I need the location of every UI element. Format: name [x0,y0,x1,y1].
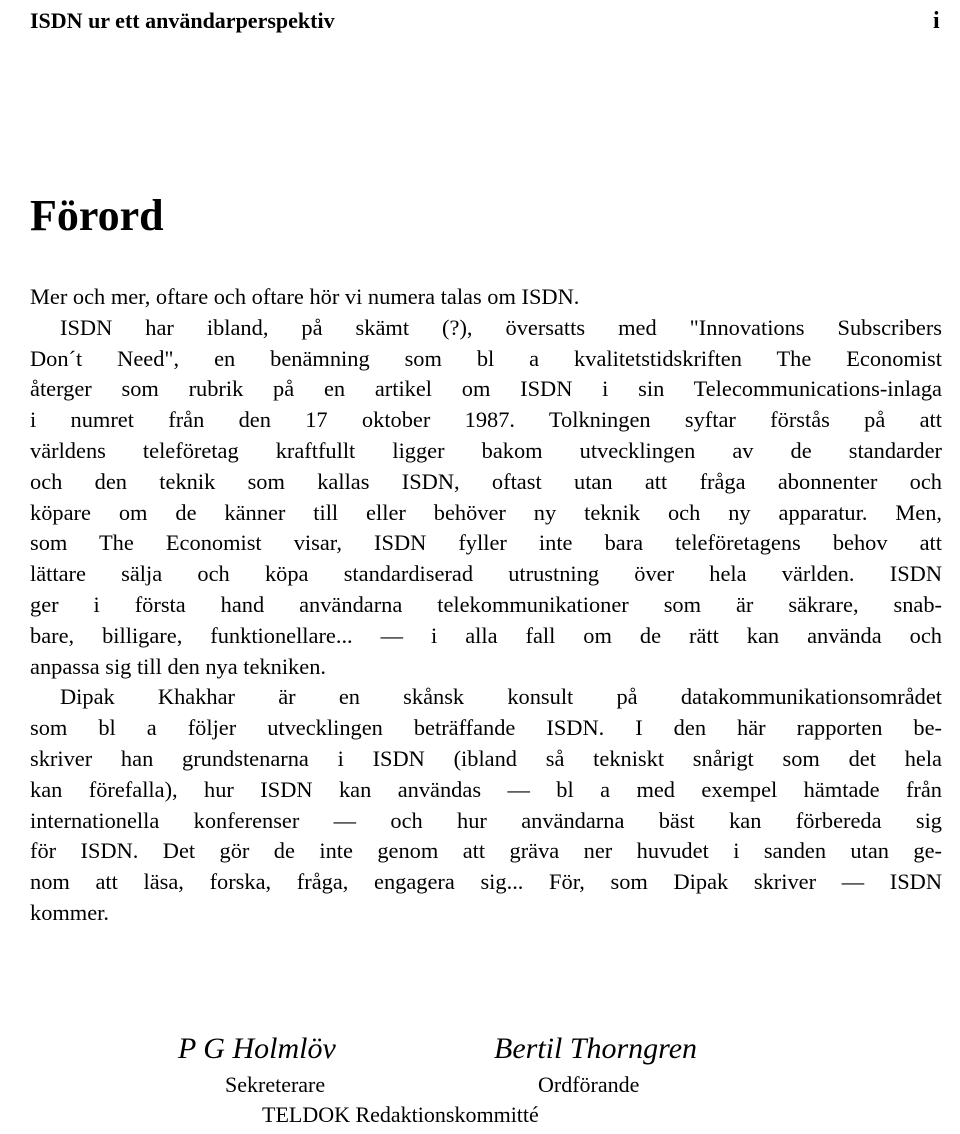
signatory-role-chair: Ordförande [538,1072,640,1097]
body-line: som The Economist visar, ISDN fyller inte bara teleföretagens behov att [30,530,942,556]
body-line: Dipak Khakhar är en skånsk konsult på datakommunikationsområdet [60,684,942,710]
body-line: bare, billigare, funktionellare... — i alla fall om de rätt kan använda och [30,622,942,648]
body-line: världens teleföretag kraftfullt ligger bakom utvecklingen av de standarder [30,437,942,463]
signature-holmlov: P G Holmlöv [178,1032,336,1065]
body-line: och den teknik som kallas ISDN, oftast utan att fråga abonnenter och [30,468,942,494]
committee-name: TELDOK Redaktionskommitté [262,1102,539,1127]
body-line: nom att läsa, forska, fråga, engagera sig... För, som Dipak skriver — ISDN [30,869,942,895]
chapter-title: Förord [30,191,164,240]
signatory-role-secretary: Sekreterare [225,1072,326,1097]
body-line: Don´t Need", en benämning som bl a kvalitetstidskriften The Economist [30,345,942,371]
page-number: i [933,8,940,34]
body-line: internationella konferenser — och hur användarna bäst kan förbereda sig [30,807,942,833]
body-line: lättare sälja och köpa standardiserad utrustning över hela världen. ISDN [30,561,942,587]
body-line: köpare om de känner till eller behöver ny teknik och ny apparatur. Men, [30,499,942,525]
signature-thorngren: Bertil Thorngren [494,1032,698,1065]
body-line: för ISDN. Det gör de inte genom att gräva ner huvudet i sanden utan ge- [30,838,942,864]
body-line: ISDN har ibland, på skämt (?), översatts med "Innovations Subscribers [60,314,942,340]
body-line: Mer och mer, oftare och oftare hör vi numera talas om ISDN. [30,284,580,309]
body-line: som bl a följer utvecklingen beträffande ISDN. I den här rapporten be- [30,715,942,741]
body-line: skriver han grundstenarna i ISDN (ibland så tekniskt snårigt som det hela [30,745,942,771]
body-line: ger i första hand användarna telekommunikationer som är säkrare, snab- [30,591,942,617]
running-header-title: ISDN ur ett användarperspektiv [30,8,335,33]
body-line: i numret från den 17 oktober 1987. Tolkningen syftar förstås på att [30,407,942,433]
body-text [30,282,942,929]
body-line: återger som rubrik på en artikel om ISDN i sin Telecommunications-inlaga [30,376,942,402]
body-line: kan förefalla), hur ISDN kan användas — bl a med exempel hämtade från [30,776,942,802]
body-line: anpassa sig till den nya tekniken. [30,653,326,679]
body-line: kommer. [30,899,109,925]
